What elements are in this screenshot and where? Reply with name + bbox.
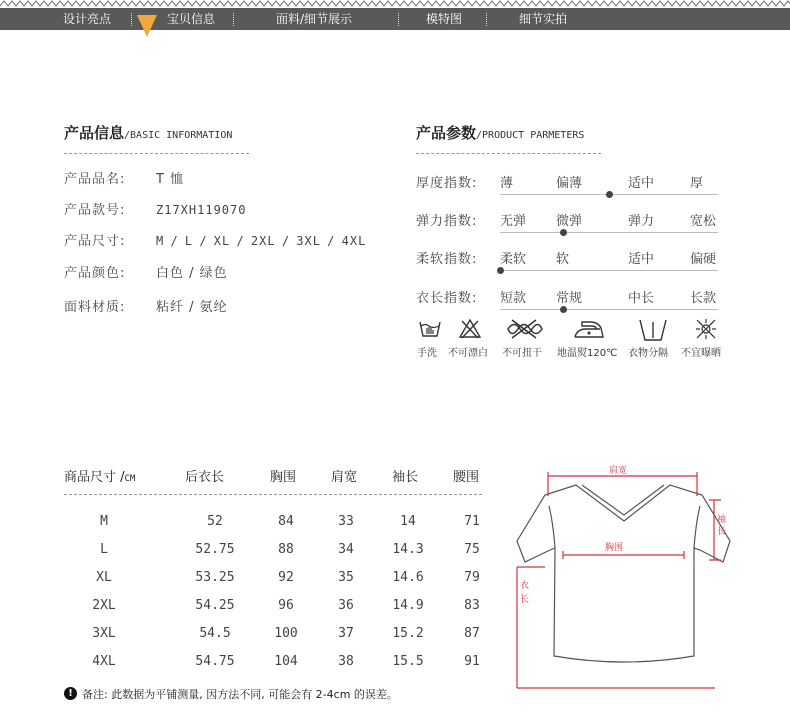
info-value: M / L / XL / 2XL / 3XL / 4XL xyxy=(156,234,367,248)
size-value-cell: 38 xyxy=(338,654,354,669)
nav-separator xyxy=(233,13,234,26)
param-option: 短款 xyxy=(500,291,527,306)
param-option: 长款 xyxy=(690,291,717,306)
param-selected-marker xyxy=(606,191,613,198)
size-value-cell: 75 xyxy=(464,542,480,557)
size-label-cell: 3XL xyxy=(92,626,116,641)
note-text: 备注: 此数据为平铺测量, 因方法不同, 可能会有 2-4cm 的误差。 xyxy=(82,688,398,701)
product-info-subtitle: /BASIC INFORMATION xyxy=(124,130,233,141)
size-table-header-chest: 胸围 xyxy=(270,470,297,485)
param-option: 中长 xyxy=(628,291,655,306)
info-row-material xyxy=(64,296,228,315)
size-value-cell: 33 xyxy=(338,514,354,529)
size-value-cell: 52.75 xyxy=(195,542,235,557)
length-label-2: 长 xyxy=(520,595,530,605)
wash-separately-icon xyxy=(638,318,668,342)
param-option: 适中 xyxy=(628,176,655,191)
nav-item-design-highlights[interactable]: 设计亮点 xyxy=(62,12,111,26)
top-navigation-bar xyxy=(0,8,790,30)
size-value-cell: 35 xyxy=(338,570,354,585)
size-value-cell: 34 xyxy=(338,542,354,557)
tshirt-outline xyxy=(517,485,730,662)
size-label-cell: XL xyxy=(96,570,112,585)
size-table-header-waist: 腰围 xyxy=(453,470,480,485)
size-value-cell: 91 xyxy=(464,654,480,669)
no-wring-icon xyxy=(504,318,544,340)
param-option: 微弹 xyxy=(556,214,583,229)
param-selected-marker xyxy=(560,306,567,313)
param-option: 弹力 xyxy=(628,214,655,229)
size-value-cell: 53.25 xyxy=(195,570,235,585)
param-scale-line xyxy=(500,232,718,233)
warning-icon: ! xyxy=(64,687,77,700)
size-value-cell: 36 xyxy=(338,598,354,613)
param-label: 衣长指数: xyxy=(416,291,478,306)
size-value-cell: 52 xyxy=(207,514,223,529)
info-value: 粘纤 / 氨纶 xyxy=(156,300,228,315)
param-scale-line xyxy=(500,309,718,310)
size-table-header-shoulder: 肩宽 xyxy=(331,470,358,485)
info-row-style-number xyxy=(64,199,246,218)
shoulder-label: 肩宽 xyxy=(609,466,628,476)
length-label-1: 衣 xyxy=(520,581,530,591)
param-option: 偏薄 xyxy=(556,176,583,191)
tshirt-measurement-diagram xyxy=(515,462,733,690)
param-label: 厚度指数: xyxy=(416,176,478,191)
size-table-divider xyxy=(64,494,482,495)
product-info-title xyxy=(64,122,232,143)
size-value-cell: 84 xyxy=(278,514,294,529)
measurement-note xyxy=(64,686,398,702)
size-value-cell: 54.5 xyxy=(199,626,231,641)
param-label: 弹力指数: xyxy=(416,214,478,229)
info-row-name xyxy=(64,168,184,187)
size-value-cell: 37 xyxy=(338,626,354,641)
param-label: 柔软指数: xyxy=(416,252,478,267)
size-value-cell: 88 xyxy=(278,542,294,557)
param-option: 宽松 xyxy=(690,214,717,229)
param-option: 厚 xyxy=(690,176,704,191)
care-label: 手洗 xyxy=(417,348,437,359)
size-label-cell: M xyxy=(100,514,108,529)
size-value-cell: 15.5 xyxy=(392,654,424,669)
param-selected-marker xyxy=(560,229,567,236)
info-value: T 恤 xyxy=(156,172,185,187)
low-iron-icon xyxy=(572,318,606,340)
size-value-cell: 14.9 xyxy=(392,598,424,613)
size-value-cell: 14 xyxy=(400,514,416,529)
size-value-cell: 54.25 xyxy=(195,598,235,613)
nav-item-fabric-details[interactable]: 面料/细节展示 xyxy=(275,12,353,26)
param-option: 偏硬 xyxy=(690,252,717,267)
size-value-cell: 54.75 xyxy=(195,654,235,669)
info-row-sizes xyxy=(64,230,366,249)
param-scale-line xyxy=(500,270,718,271)
param-row xyxy=(416,287,726,313)
care-label: 不可漂白 xyxy=(448,348,488,359)
no-bleach-icon xyxy=(458,318,482,340)
nav-item-product-info[interactable]: 宝贝信息 xyxy=(166,12,215,26)
size-value-cell: 14.6 xyxy=(392,570,424,585)
size-value-cell: 14.3 xyxy=(392,542,424,557)
info-label: 产品品名: xyxy=(64,172,126,187)
header-label: 商品尺寸 / xyxy=(64,470,125,485)
info-value: Z17XH119070 xyxy=(156,203,247,217)
product-info-heading: 产品信息 xyxy=(64,124,125,142)
info-label: 面料材质: xyxy=(64,300,126,315)
sleeve-label-1: 袖 xyxy=(717,515,727,525)
divider xyxy=(64,153,249,154)
info-label: 产品尺寸: xyxy=(64,234,126,249)
param-option: 柔软 xyxy=(500,252,527,267)
param-option: 适中 xyxy=(628,252,655,267)
nav-item-detail-shots[interactable]: 细节实拍 xyxy=(518,12,567,26)
size-value-cell: 79 xyxy=(464,570,480,585)
hand-wash-icon xyxy=(418,318,442,340)
size-label-cell: L xyxy=(100,542,108,557)
param-option: 软 xyxy=(556,252,570,267)
param-row xyxy=(416,248,726,274)
size-value-cell: 87 xyxy=(464,626,480,641)
nav-separator xyxy=(131,13,132,26)
size-table-header-size xyxy=(64,466,135,485)
no-sun-dry-icon xyxy=(695,318,717,340)
unit-label: CM xyxy=(124,474,136,484)
size-value-cell: 100 xyxy=(274,626,298,641)
param-row xyxy=(416,210,726,236)
product-params-heading: 产品参数 xyxy=(416,124,477,142)
param-row xyxy=(416,172,726,198)
size-value-cell: 96 xyxy=(278,598,294,613)
info-row-colors xyxy=(64,262,228,281)
param-selected-marker xyxy=(497,267,504,274)
info-value: 白色 / 绿色 xyxy=(156,266,228,281)
size-label-cell: 2XL xyxy=(92,598,116,613)
size-value-cell: 71 xyxy=(464,514,480,529)
info-label: 产品款号: xyxy=(64,203,126,218)
active-nav-indicator xyxy=(137,15,157,37)
care-label: 地温熨120℃ xyxy=(557,348,618,359)
nav-separator xyxy=(398,13,399,26)
param-option: 薄 xyxy=(500,176,514,191)
care-label: 衣物分隔 xyxy=(628,348,668,359)
size-value-cell: 92 xyxy=(278,570,294,585)
sleeve-label-2: 长 xyxy=(717,527,727,537)
care-label: 不可扭干 xyxy=(502,348,542,359)
chest-label: 胸围 xyxy=(605,543,624,553)
param-option: 无弹 xyxy=(500,214,527,229)
size-value-cell: 15.2 xyxy=(392,626,424,641)
size-label-cell: 4XL xyxy=(92,654,116,669)
care-label: 不宜曝晒 xyxy=(681,348,721,359)
product-params-title xyxy=(416,122,584,143)
size-value-cell: 104 xyxy=(274,654,298,669)
nav-item-model-photos[interactable]: 模特图 xyxy=(425,12,462,26)
product-params-subtitle: /PRODUCT PARMETERS xyxy=(476,130,585,141)
divider xyxy=(416,153,601,154)
nav-separator xyxy=(486,13,487,26)
size-value-cell: 83 xyxy=(464,598,480,613)
size-table-header-sleeve: 袖长 xyxy=(392,470,419,485)
info-label: 产品颜色: xyxy=(64,266,126,281)
size-table-header-back-length: 后衣长 xyxy=(185,470,225,485)
decorative-zigzag-border xyxy=(0,0,790,8)
param-option: 常规 xyxy=(556,291,583,306)
